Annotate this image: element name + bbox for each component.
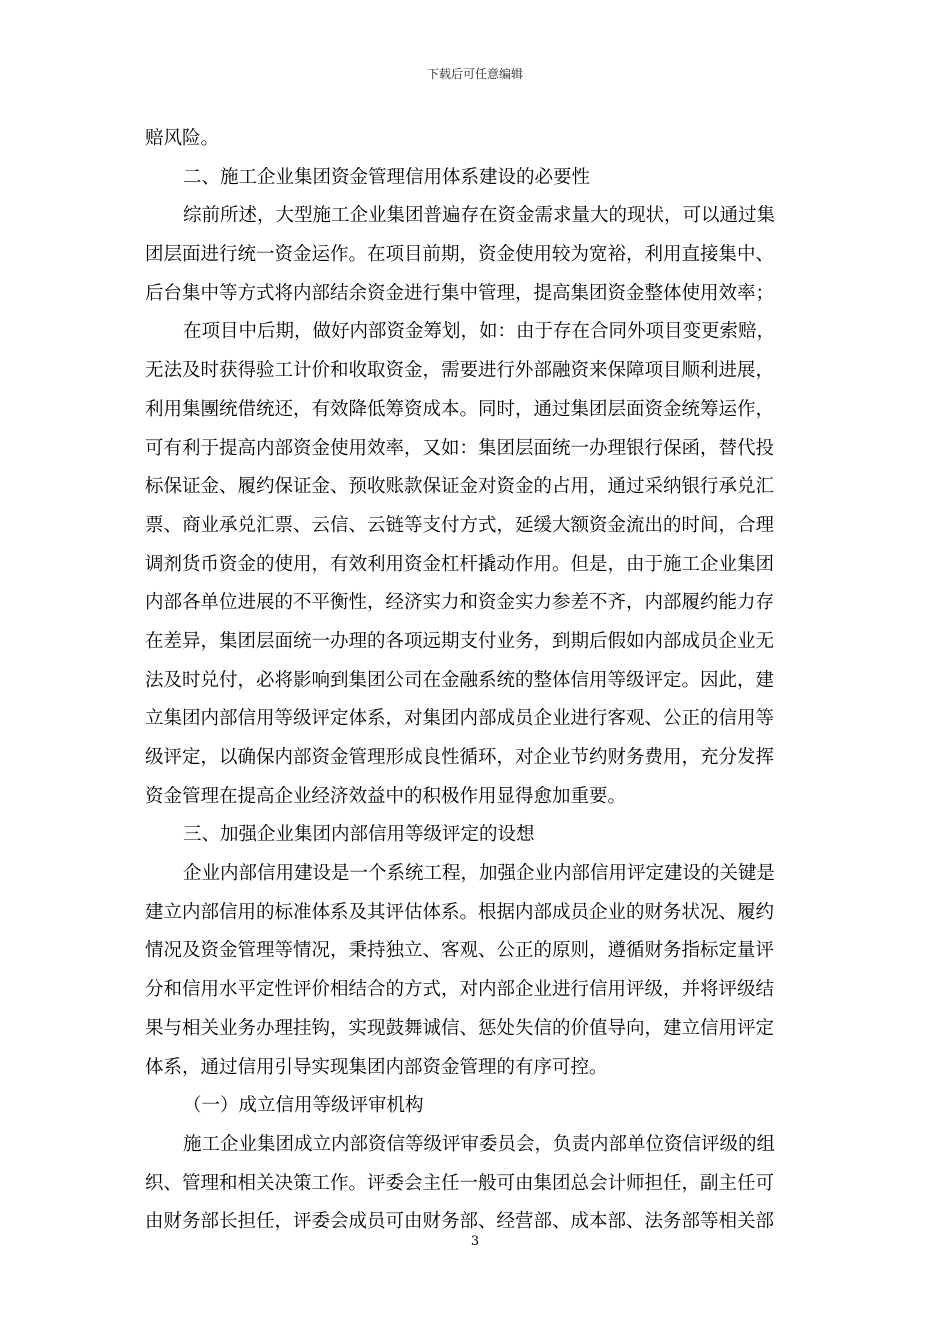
paragraph-line: 内部各单位进展的不平衡性，经济实力和资金实力参差不齐，内部履约能力存 xyxy=(145,592,775,614)
paragraph-line: 在差异，集团层面统一办理的各项远期支付业务，到期后假如内部成员企业无 xyxy=(145,630,775,652)
paragraph-line: 企业内部信用建设是一个系统工程，加强企业内部信用评定建设的关键是 xyxy=(183,863,776,885)
paragraph-line: 情况及资金管理等情况，秉持独立、客观、公正的原则，遵循财务指标定量评 xyxy=(145,940,775,962)
paragraph-line: 票、商业承兑汇票、云信、云链等支付方式，延缓大额资金流出的时间，合理 xyxy=(145,514,775,536)
paragraph-line: 标保证金、履约保证金、预收账款保证金对资金的占用，通过采纳银行承兑汇 xyxy=(145,476,775,498)
section-heading: 三、加强企业集团内部信用等级评定的设想 xyxy=(183,824,535,846)
page-header: 下载后可任意编辑 xyxy=(426,67,523,81)
paragraph-line: 立集团内部信用等级评定体系，对集团内部成员企业进行客观、公正的信用等 xyxy=(145,708,775,730)
paragraph-line: 综前所述，大型施工企业集团普遍存在资金需求量大的现状，可以通过集 xyxy=(183,205,776,227)
paragraph-line: 调剂货币资金的使用，有效利用资金杠杆撬动作用。但是，由于施工企业集团 xyxy=(145,553,775,575)
subsection-heading: （一）成立信用等级评审机构 xyxy=(183,1095,424,1117)
paragraph-line: 建立内部信用的标准体系及其评估体系。根据内部成员企业的财务状况、履约 xyxy=(145,901,775,923)
paragraph-line: 施工企业集团成立内部资信等级评审委员会，负责内部单位资信评级的组 xyxy=(183,1133,776,1155)
paragraph-line: 团层面进行统一资金运作。在项目前期，资金使用较为宽裕，利用直接集中、 xyxy=(145,244,775,266)
paragraph-line: 无法及时获得验工计价和收取资金，需要进行外部融资来保障项目顺利进展， xyxy=(145,360,775,382)
document-body xyxy=(145,120,805,1242)
paragraph-line: 可有利于提高内部资金使用效率，又如：集团层面统一办理银行保函，替代投 xyxy=(145,437,775,459)
paragraph-line: 级评定，以确保内部资金管理形成良性循环，对企业节约财务费用，充分发挥 xyxy=(145,747,775,768)
paragraph-line: 后台集中等方式将内部结余资金进行集中管理，提高集团资金整体使用效率； xyxy=(145,282,775,304)
paragraph-line: 在项目中后期，做好内部资金筹划，如：由于存在合同外项目变更索赔， xyxy=(183,321,776,343)
paragraph-line: 法及时兑付，必将影响到集团公司在金融系统的整体信用等级评定。因此，建 xyxy=(145,669,775,691)
paragraph-line: 分和信用水平定性评价相结合的方式，对内部企业进行信用评级，并将评级结 xyxy=(145,979,775,1001)
paragraph-line: 赔风险。 xyxy=(145,128,220,149)
paragraph-line: 利用集團统借统还，有效降低筹资成本。同时，通过集团层面资金统筹运作， xyxy=(145,398,775,420)
page-number: 3 xyxy=(470,1234,480,1249)
paragraph-line: 体系，通过信用引导实现集团内部资金管理的有序可控。 xyxy=(145,1056,608,1078)
paragraph-line: 果与相关业务办理挂钩，实现鼓舞诚信、惩处失信的价值导向，建立信用评定 xyxy=(145,1017,775,1039)
paragraph-line: 织、管理和相关决策工作。评委会主任一般可由集团总会计师担任，副主任可 xyxy=(145,1172,775,1194)
section-heading: 二、施工企业集团资金管理信用体系建设的必要性 xyxy=(183,166,591,188)
paragraph-line: 资金管理在提高企业经济效益中的积极作用显得愈加重要。 xyxy=(145,785,627,807)
paragraph-line: 由财务部长担任，评委会成员可由财务部、经营部、成本部、法务部等相关部 xyxy=(145,1211,775,1233)
